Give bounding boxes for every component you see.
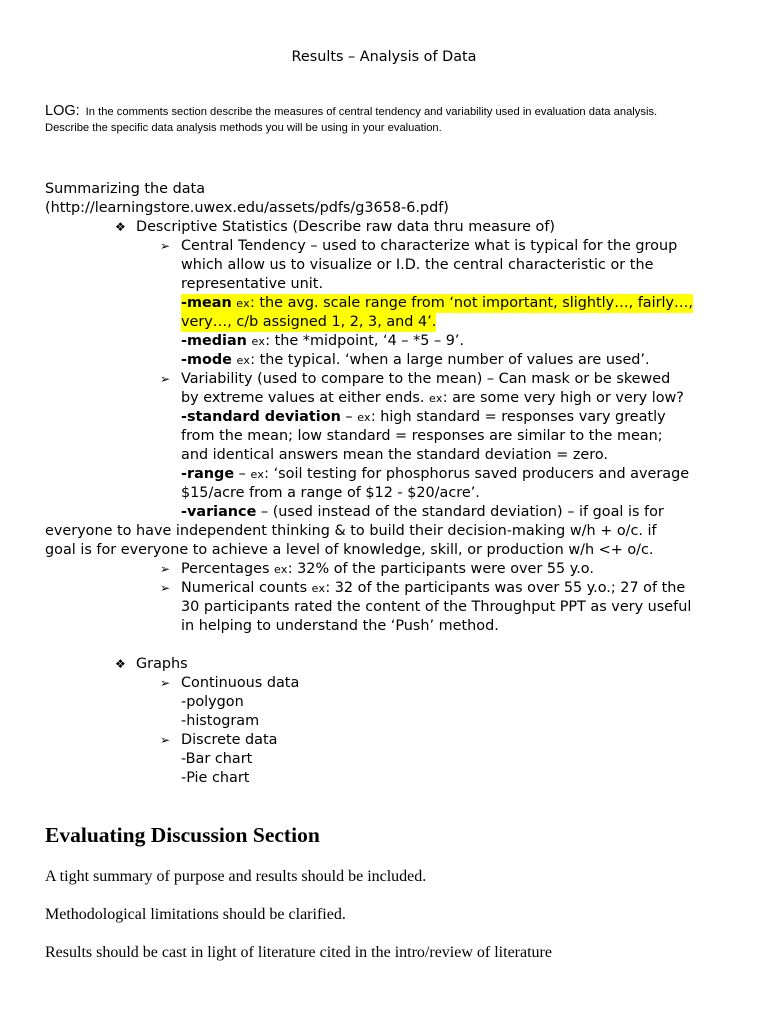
log-label: LOG: [45, 103, 80, 119]
variance-line-1: -variance – (used instead of the standard deviation) – if goal is for [181, 504, 664, 520]
mode-line: -mode ex: the typical. ‘when a large number of values are used’. [181, 352, 650, 368]
range-line-2: $15/acre from a range of $12 - $20/acre’. [181, 485, 480, 501]
diamond-bullet-icon: ❖ [115, 220, 126, 234]
discussion-paragraph-1: A tight summary of purpose and results should be included. [45, 868, 427, 885]
histogram-item: -histogram [181, 713, 260, 729]
range-line-1: -range – ex: ‘soil testing for phosphorus saved producers and average [181, 466, 690, 482]
variability-line-2: by extreme values at either ends. ex: are some very high or very low? [181, 390, 684, 406]
arrow-bullet-icon: ➢ [160, 676, 171, 690]
page-title: Results – Analysis of Data [291, 49, 477, 65]
central-tendency-line-2: which allow us to visualize or I.D. the central characteristic or the [181, 257, 654, 273]
log-instruction-line-2: Describe the specific data analysis methods you will be using in your evaluation. [45, 122, 442, 134]
discussion-heading: Evaluating Discussion Section [45, 823, 320, 847]
discrete-data-label: Discrete data [181, 732, 278, 748]
arrow-bullet-icon: ➢ [160, 239, 171, 253]
pie-chart-item: -Pie chart [181, 770, 250, 786]
central-tendency-line-1: Central Tendency – used to characterize what is typical for the group [181, 238, 678, 254]
bar-chart-item: -Bar chart [181, 751, 253, 767]
standard-deviation-line-1: -standard deviation – ex: high standard = responses vary greatly [181, 409, 666, 425]
variability-line-1: Variability (used to compare to the mean) – Can mask or be skewed [181, 371, 671, 387]
arrow-bullet-icon: ➢ [160, 581, 171, 595]
mean-line-1: -mean ex: the avg. scale range from ‘not important, slightly…, fairly…, [181, 295, 694, 311]
mean-line-2: very…, c/b assigned 1, 2, 3, and 4’. [181, 314, 437, 330]
numerical-counts-line-2: 30 participants rated the content of the Throughput PPT as very useful [181, 599, 692, 615]
percentages-line: Percentages ex: 32% of the participants were over 55 y.o. [181, 561, 594, 577]
log-text-1: In the comments section describe the measures of central tendency and variability used in evaluation data analysis. [85, 106, 658, 118]
diamond-bullet-icon: ❖ [115, 657, 126, 671]
median-line: -median ex: the *midpoint, ‘4 – *5 – 9’. [181, 333, 465, 349]
summary-url: (http://learningstore.uwex.edu/assets/pdfs/g3658-6.pdf) [45, 200, 449, 216]
discussion-paragraph-2: Methodological limitations should be clarified. [45, 906, 346, 923]
descriptive-statistics-label: Descriptive Statistics (Describe raw data thru measure of) [136, 219, 556, 235]
numerical-counts-line-3: in helping to understand the ‘Push’ method. [181, 618, 499, 634]
standard-deviation-line-2: from the mean; low standard = responses are similar to the mean; [181, 428, 663, 444]
arrow-bullet-icon: ➢ [160, 733, 171, 747]
discussion-paragraph-3: Results should be cast in light of literature cited in the intro/review of literature [45, 944, 552, 961]
numerical-counts-line-1: Numerical counts ex: 32 of the participants was over 55 y.o.; 27 of the [181, 580, 686, 596]
arrow-bullet-icon: ➢ [160, 562, 171, 576]
variance-line-3: goal is for everyone to achieve a level of knowledge, skill, or production w/h <+ o/c. [45, 542, 654, 558]
central-tendency-line-3: representative unit. [181, 276, 324, 292]
variance-line-2: everyone to have independent thinking & to build their decision-making w/h + o/c. if [45, 523, 657, 539]
continuous-data-label: Continuous data [181, 675, 300, 691]
graphs-label: Graphs [136, 656, 188, 672]
summary-heading: Summarizing the data [45, 181, 206, 197]
standard-deviation-line-3: and identical answers mean the standard deviation = zero. [181, 447, 608, 463]
arrow-bullet-icon: ➢ [160, 372, 171, 386]
log-instruction-line-1 [45, 104, 657, 120]
polygon-item: -polygon [181, 694, 244, 710]
